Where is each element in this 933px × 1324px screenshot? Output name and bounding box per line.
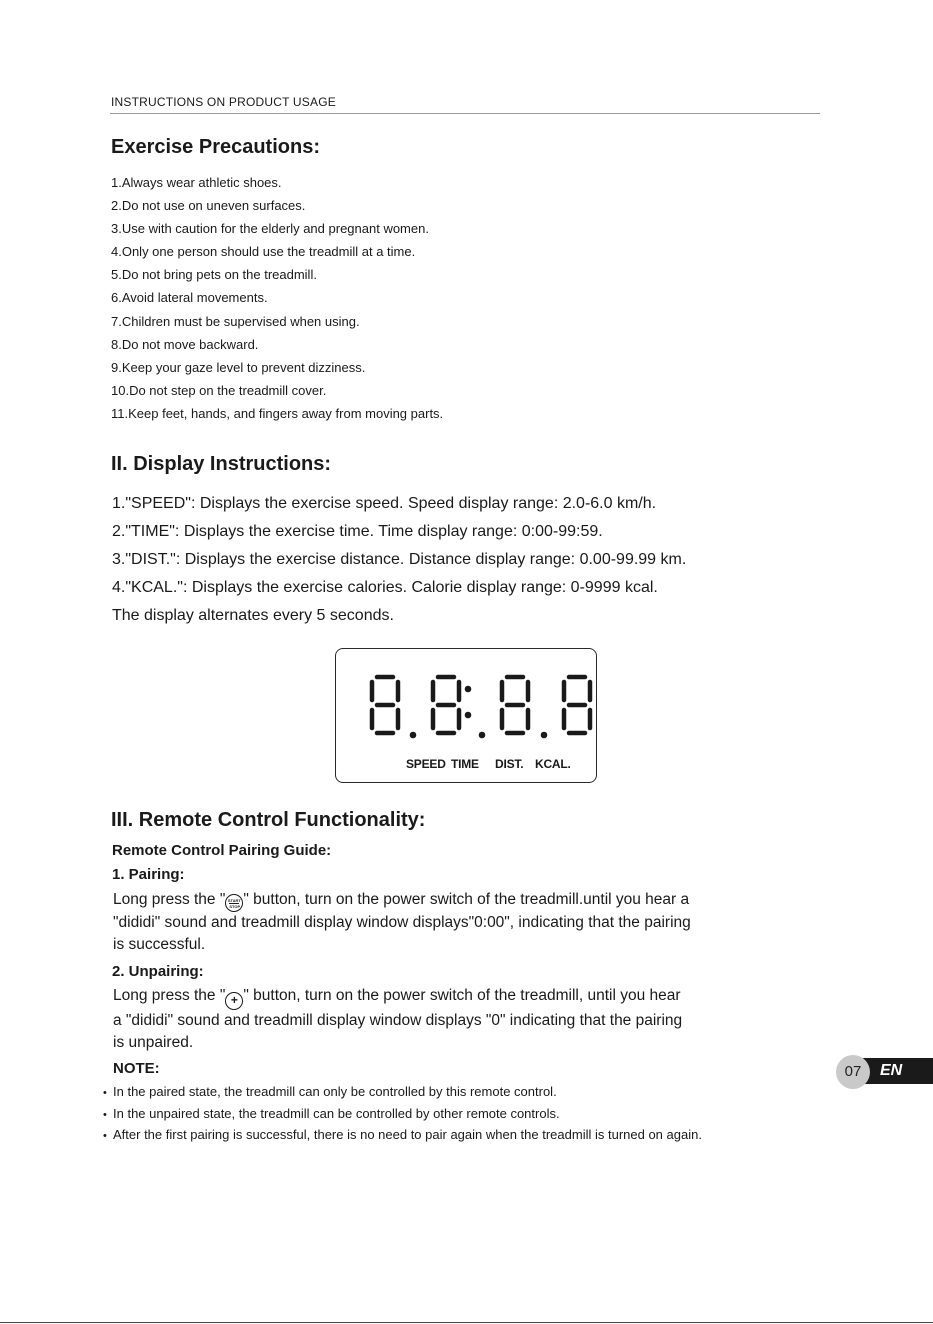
list-item: 1."SPEED": Displays the exercise speed. Speed display range: 2.0-6.0 km/h.	[112, 495, 657, 512]
pairing-line-3: is successful.	[113, 935, 206, 953]
note-title: NOTE:	[113, 1060, 160, 1077]
unpairing-prefix: Long press the "	[113, 987, 226, 1004]
pairing-prefix: Long press the "	[113, 891, 226, 908]
stop-label: STOP	[229, 904, 241, 909]
unpairing-line-3: is unpaired.	[113, 1033, 194, 1051]
display-dot	[465, 686, 472, 693]
pairing-paragraph	[113, 889, 691, 955]
language-tab: EN	[853, 1058, 933, 1084]
unpairing-title: 2. Unpairing:	[112, 963, 204, 980]
header-divider	[110, 113, 820, 114]
pairing-line-1: " button, turn on the power switch of the treadmill.until you hear a	[243, 891, 690, 908]
list-item: 6.Avoid lateral movements.	[111, 290, 268, 306]
display-dot	[410, 732, 417, 739]
precautions-list	[111, 171, 443, 425]
display-dot	[541, 732, 548, 739]
list-item: 5.Do not bring pets on the treadmill.	[111, 267, 317, 283]
list-item: 4."KCAL.": Displays the exercise calories. Calorie display range: 0-9999 kcal.	[112, 579, 658, 596]
panel-label-time: TIME	[451, 757, 479, 771]
list-item: The display alternates every 5 seconds.	[112, 607, 394, 624]
list-item: 11.Keep feet, hands, and fingers away from moving parts.	[111, 405, 444, 421]
list-item: 2."TIME": Displays the exercise time. Time display range: 0:00-99:59.	[112, 523, 603, 540]
display-dot	[479, 732, 486, 739]
start-label: START	[227, 898, 241, 903]
panel-label-dist: DIST.	[495, 757, 524, 771]
precautions-heading: Exercise Precautions:	[111, 136, 320, 158]
pairing-line-2: "dididi" sound and treadmill display window displays"0:00", indicating that the pairing	[113, 914, 691, 931]
pairing-guide-title: Remote Control Pairing Guide:	[112, 842, 332, 859]
list-item: 4.Only one person should use the treadmill at a time.	[111, 244, 416, 260]
display-instructions-list	[112, 490, 686, 630]
remote-heading: III. Remote Control Functionality:	[111, 809, 426, 831]
display-instructions-heading: II. Display Instructions:	[111, 453, 332, 475]
panel-label-kcal: KCAL.	[535, 757, 571, 771]
list-item: 7.Children must be supervised when using.	[111, 313, 360, 329]
header-title: INSTRUCTIONS ON PRODUCT USAGE	[111, 95, 336, 109]
unpairing-line-1: " button, turn on the power switch of the treadmill, until you hear	[243, 987, 681, 1004]
lcd-display-illustration	[335, 648, 597, 783]
plus-label: +	[230, 993, 238, 1007]
bottom-divider	[0, 1322, 933, 1323]
list-item: 10.Do not step on the treadmill cover.	[111, 382, 327, 398]
list-item: 8.Do not move backward.	[111, 336, 259, 352]
unpairing-paragraph	[113, 985, 682, 1053]
list-item: 9.Keep your gaze level to prevent dizziness.	[111, 359, 366, 375]
plus-button-icon	[225, 992, 243, 1010]
list-item: 1.Always wear athletic shoes.	[111, 175, 282, 190]
display-dot	[465, 712, 472, 719]
page-number: 07	[836, 1055, 870, 1089]
panel-label-speed: SPEED	[406, 757, 446, 771]
list-item: • After the first pairing is successful, there is no need to pair again when the treadmill is turned on again.	[103, 1124, 702, 1146]
list-item: • In the paired state, the treadmill can only be controlled by this remote control.	[103, 1081, 702, 1103]
list-item: 2.Do not use on uneven surfaces.	[111, 198, 306, 214]
list-item: • In the unpaired state, the treadmill can be controlled by other remote controls.	[103, 1103, 702, 1125]
pairing-title: 1. Pairing:	[112, 866, 185, 883]
list-item: 3.Use with caution for the elderly and pregnant women.	[111, 221, 429, 237]
start-stop-button-icon	[225, 894, 243, 912]
unpairing-line-2: a "dididi" sound and treadmill display window displays "0" indicating that the pairing	[113, 1012, 683, 1029]
notes-list	[103, 1081, 702, 1146]
list-item: 3."DIST.": Displays the exercise distance. Distance display range: 0.00-99.99 km.	[112, 551, 687, 568]
